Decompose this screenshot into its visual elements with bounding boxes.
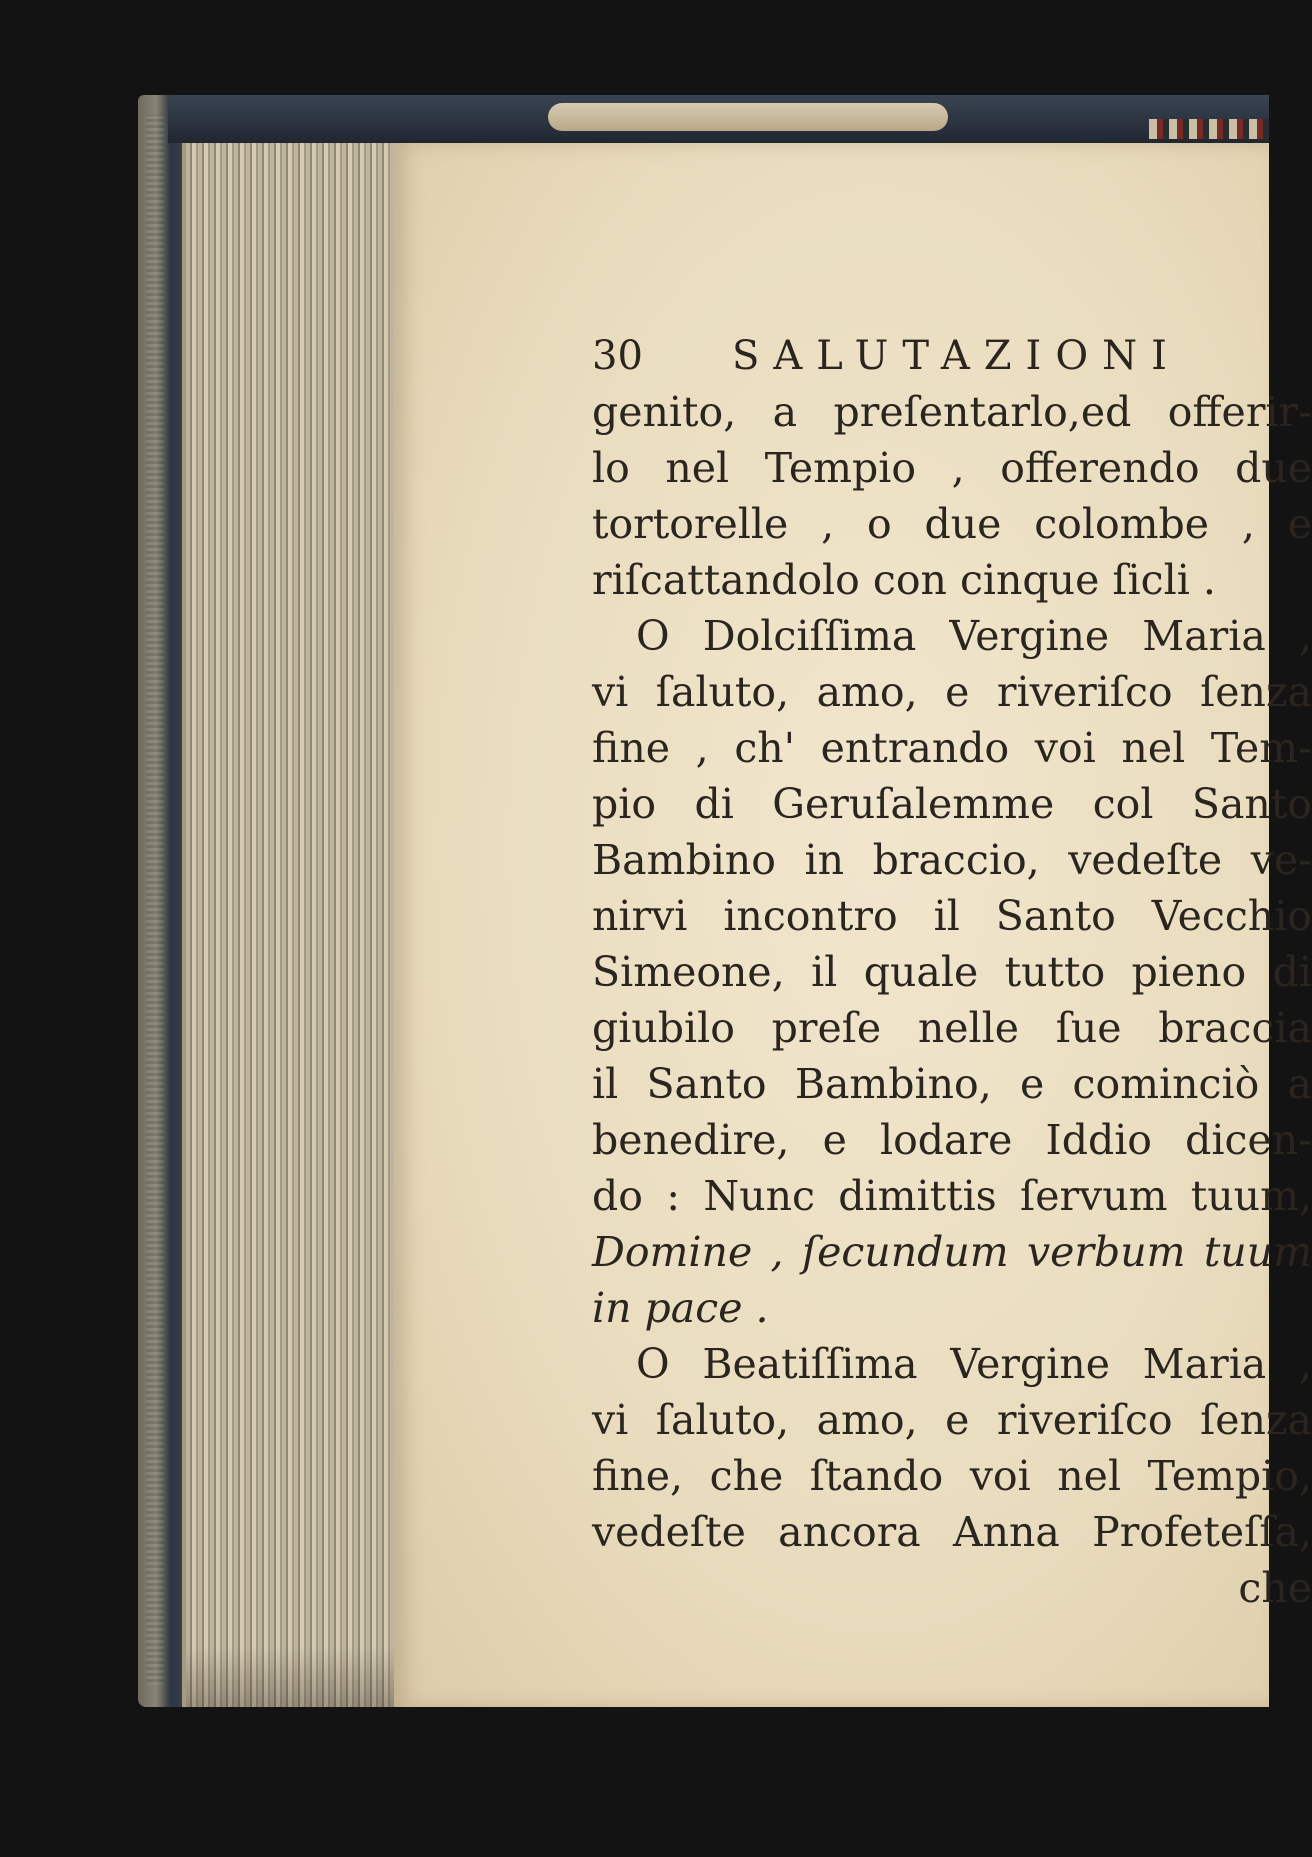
text-line: benedire, e lodare Iddio dicen- xyxy=(592,1116,1312,1164)
text-line: genito, a preſentarlo,ed offerir- xyxy=(592,388,1312,436)
bookmark-ribbon xyxy=(1149,119,1269,139)
text-line: nirvi incontro il Santo Vecchio xyxy=(592,892,1312,940)
text-line: vi ſaluto, amo, e riveriſco ſenza xyxy=(592,668,1312,716)
book-page xyxy=(394,143,1312,1707)
text-line: in pace . xyxy=(592,1284,769,1332)
text-line: Domine , ſecundum verbum tuum xyxy=(592,1228,1312,1276)
text-line: lo nel Tempio , offerendo due xyxy=(592,444,1312,492)
text-line: riſcattandolo con cinque ſicli . xyxy=(592,556,1216,604)
text-line: do : Nunc dimittis ſervum tuum, xyxy=(592,1172,1312,1220)
text-line: tortorelle , o due colombe , e xyxy=(592,500,1312,548)
text-line: vedeſte ancora Anna Profeteſſa, xyxy=(592,1508,1312,1556)
headband xyxy=(548,103,948,131)
running-header xyxy=(592,328,1312,384)
catchword: che xyxy=(1238,1564,1312,1612)
text-line: O Beatiſſima Vergine Maria , xyxy=(636,1340,1312,1388)
text-line: vi ſaluto, amo, e riveriſco ſenza xyxy=(592,1396,1312,1444)
book-top-cover xyxy=(168,95,1269,143)
page-edges xyxy=(182,143,398,1707)
text-line: fine, che ſtando voi nel Tempio, xyxy=(592,1452,1312,1500)
text-line: fine , ch' entrando voi nel Tem- xyxy=(592,724,1312,772)
page-number: 30 xyxy=(592,333,643,379)
text-line: pio di Geruſalemme col Santo xyxy=(592,780,1312,828)
book xyxy=(138,95,1312,1707)
text-line: il Santo Bambino, e cominciò a xyxy=(592,1060,1312,1108)
text-line: Simeone, il quale tutto pieno di xyxy=(592,948,1312,996)
running-head: SALUTAZIONI xyxy=(732,333,1181,379)
text-line: O Dolciſſima Vergine Maria , xyxy=(636,612,1312,660)
text-line: Bambino in braccio, vedeſte ve- xyxy=(592,836,1312,884)
text-line: giubilo preſe nelle ſue braccia xyxy=(592,1004,1312,1052)
